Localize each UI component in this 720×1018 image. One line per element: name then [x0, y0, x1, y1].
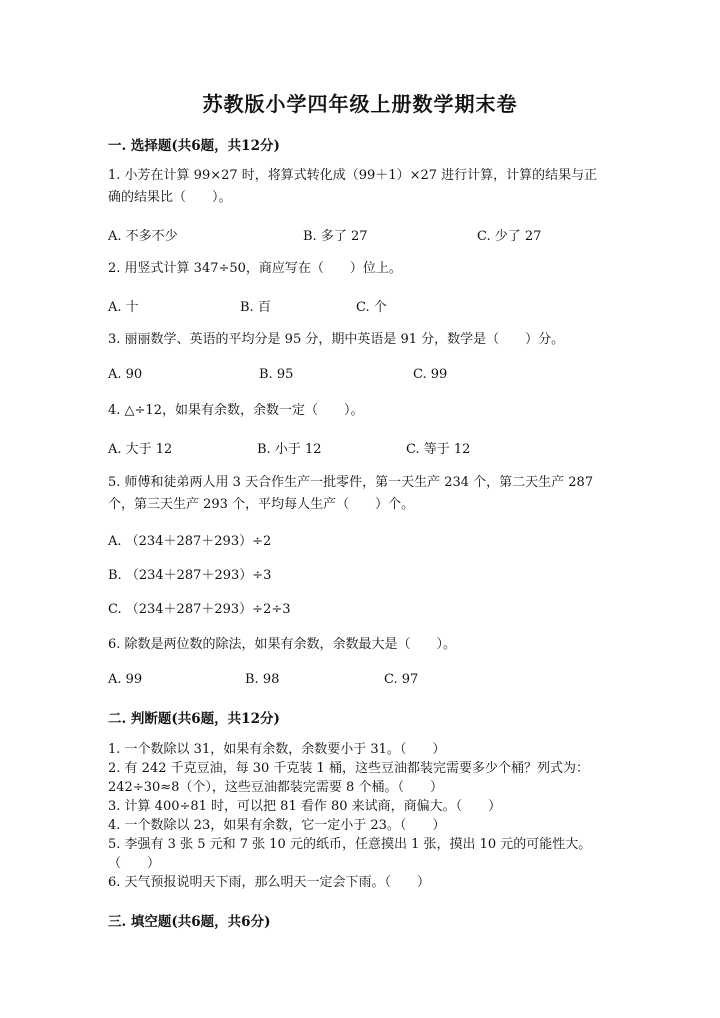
q4-option-b: B. 小于 12	[257, 442, 322, 457]
q5-option-b: B. （234＋287＋293）÷3	[108, 568, 272, 583]
q2-option-c: C. 个	[356, 300, 387, 315]
question-3: 3. 丽丽数学、英语的平均分是 95 分，期中英语是 91 分，数学是（ ）分。	[108, 332, 565, 347]
q6-option-b: B. 98	[245, 672, 280, 687]
q1-option-c: C. 少了 27	[477, 229, 542, 244]
section-3-heading: 三. 填空题(共6题，共6分)	[108, 914, 271, 930]
judge-item-4: 4. 一个数除以 23，如果有余数，它一定小于 23。（ ）	[108, 818, 446, 833]
judge-item-3: 3. 计算 400÷81 时，可以把 81 看作 80 来试商，商偏大。（ ）	[108, 799, 502, 814]
q4-option-c: C. 等于 12	[406, 442, 471, 457]
q6-option-a: A. 99	[108, 672, 143, 687]
q4-option-a: A. 大于 12	[108, 442, 173, 457]
q5-option-c: C. （234＋287＋293）÷2÷3	[108, 602, 291, 617]
section-1-heading: 一. 选择题(共6题，共12分)	[108, 138, 280, 154]
judge-item-1: 1. 一个数除以 31，如果有余数，余数要小于 31。（ ）	[108, 742, 446, 757]
section-2-heading: 二. 判断题(共6题，共12分)	[108, 711, 280, 727]
question-6: 6. 除数是两位数的除法，如果有余数，余数最大是（ ）。	[108, 637, 457, 652]
judge-item-6: 6. 天气预报说明天下雨，那么明天一定会下雨。（ ）	[108, 875, 431, 890]
question-2: 2. 用竖式计算 347÷50，商应写在（ ）位上。	[108, 261, 402, 276]
question-1: 1. 小芳在计算 99×27 时，将算式转化成（99＋1）×27 进行计算，计算的结果与正确的结果比（ ）。	[108, 168, 598, 205]
judge-item-5: 5. 李强有 3 张 5 元和 7 张 10 元的纸币，任意摸出 1 张，摸出 10 元的可能性大。 （ ）	[108, 837, 611, 871]
question-4: 4. △÷12，如果有余数，余数一定（ ）。	[108, 403, 364, 418]
question-5: 5. 师傅和徒弟两人用 3 天合作生产一批零件，第一天生产 234 个，第二天生产 287 个，第三天生产 293 个，平均每人生产（ ）个。	[108, 475, 594, 512]
q1-option-a: A. 不多不少	[108, 229, 178, 244]
q3-option-c: C. 99	[413, 367, 448, 382]
q3-option-a: A. 90	[108, 367, 143, 382]
judge-item-2: 2. 有 242 千克豆油，每 30 千克装 1 桶，这些豆油都装完需要多少个桶？列式为：242÷30≈8（个），这些豆油都装完需要 8 个桶。（ ）	[108, 761, 589, 795]
page-title: 苏教版小学四年级上册数学期末卷	[202, 92, 518, 116]
q6-option-c: C. 97	[384, 672, 419, 687]
q3-option-b: B. 95	[259, 367, 294, 382]
q5-option-a: A. （234＋287＋293）÷2	[108, 534, 272, 549]
q2-option-b: B. 百	[240, 300, 271, 315]
q2-option-a: A. 十	[108, 300, 139, 315]
q1-option-b: B. 多了 27	[303, 229, 368, 244]
